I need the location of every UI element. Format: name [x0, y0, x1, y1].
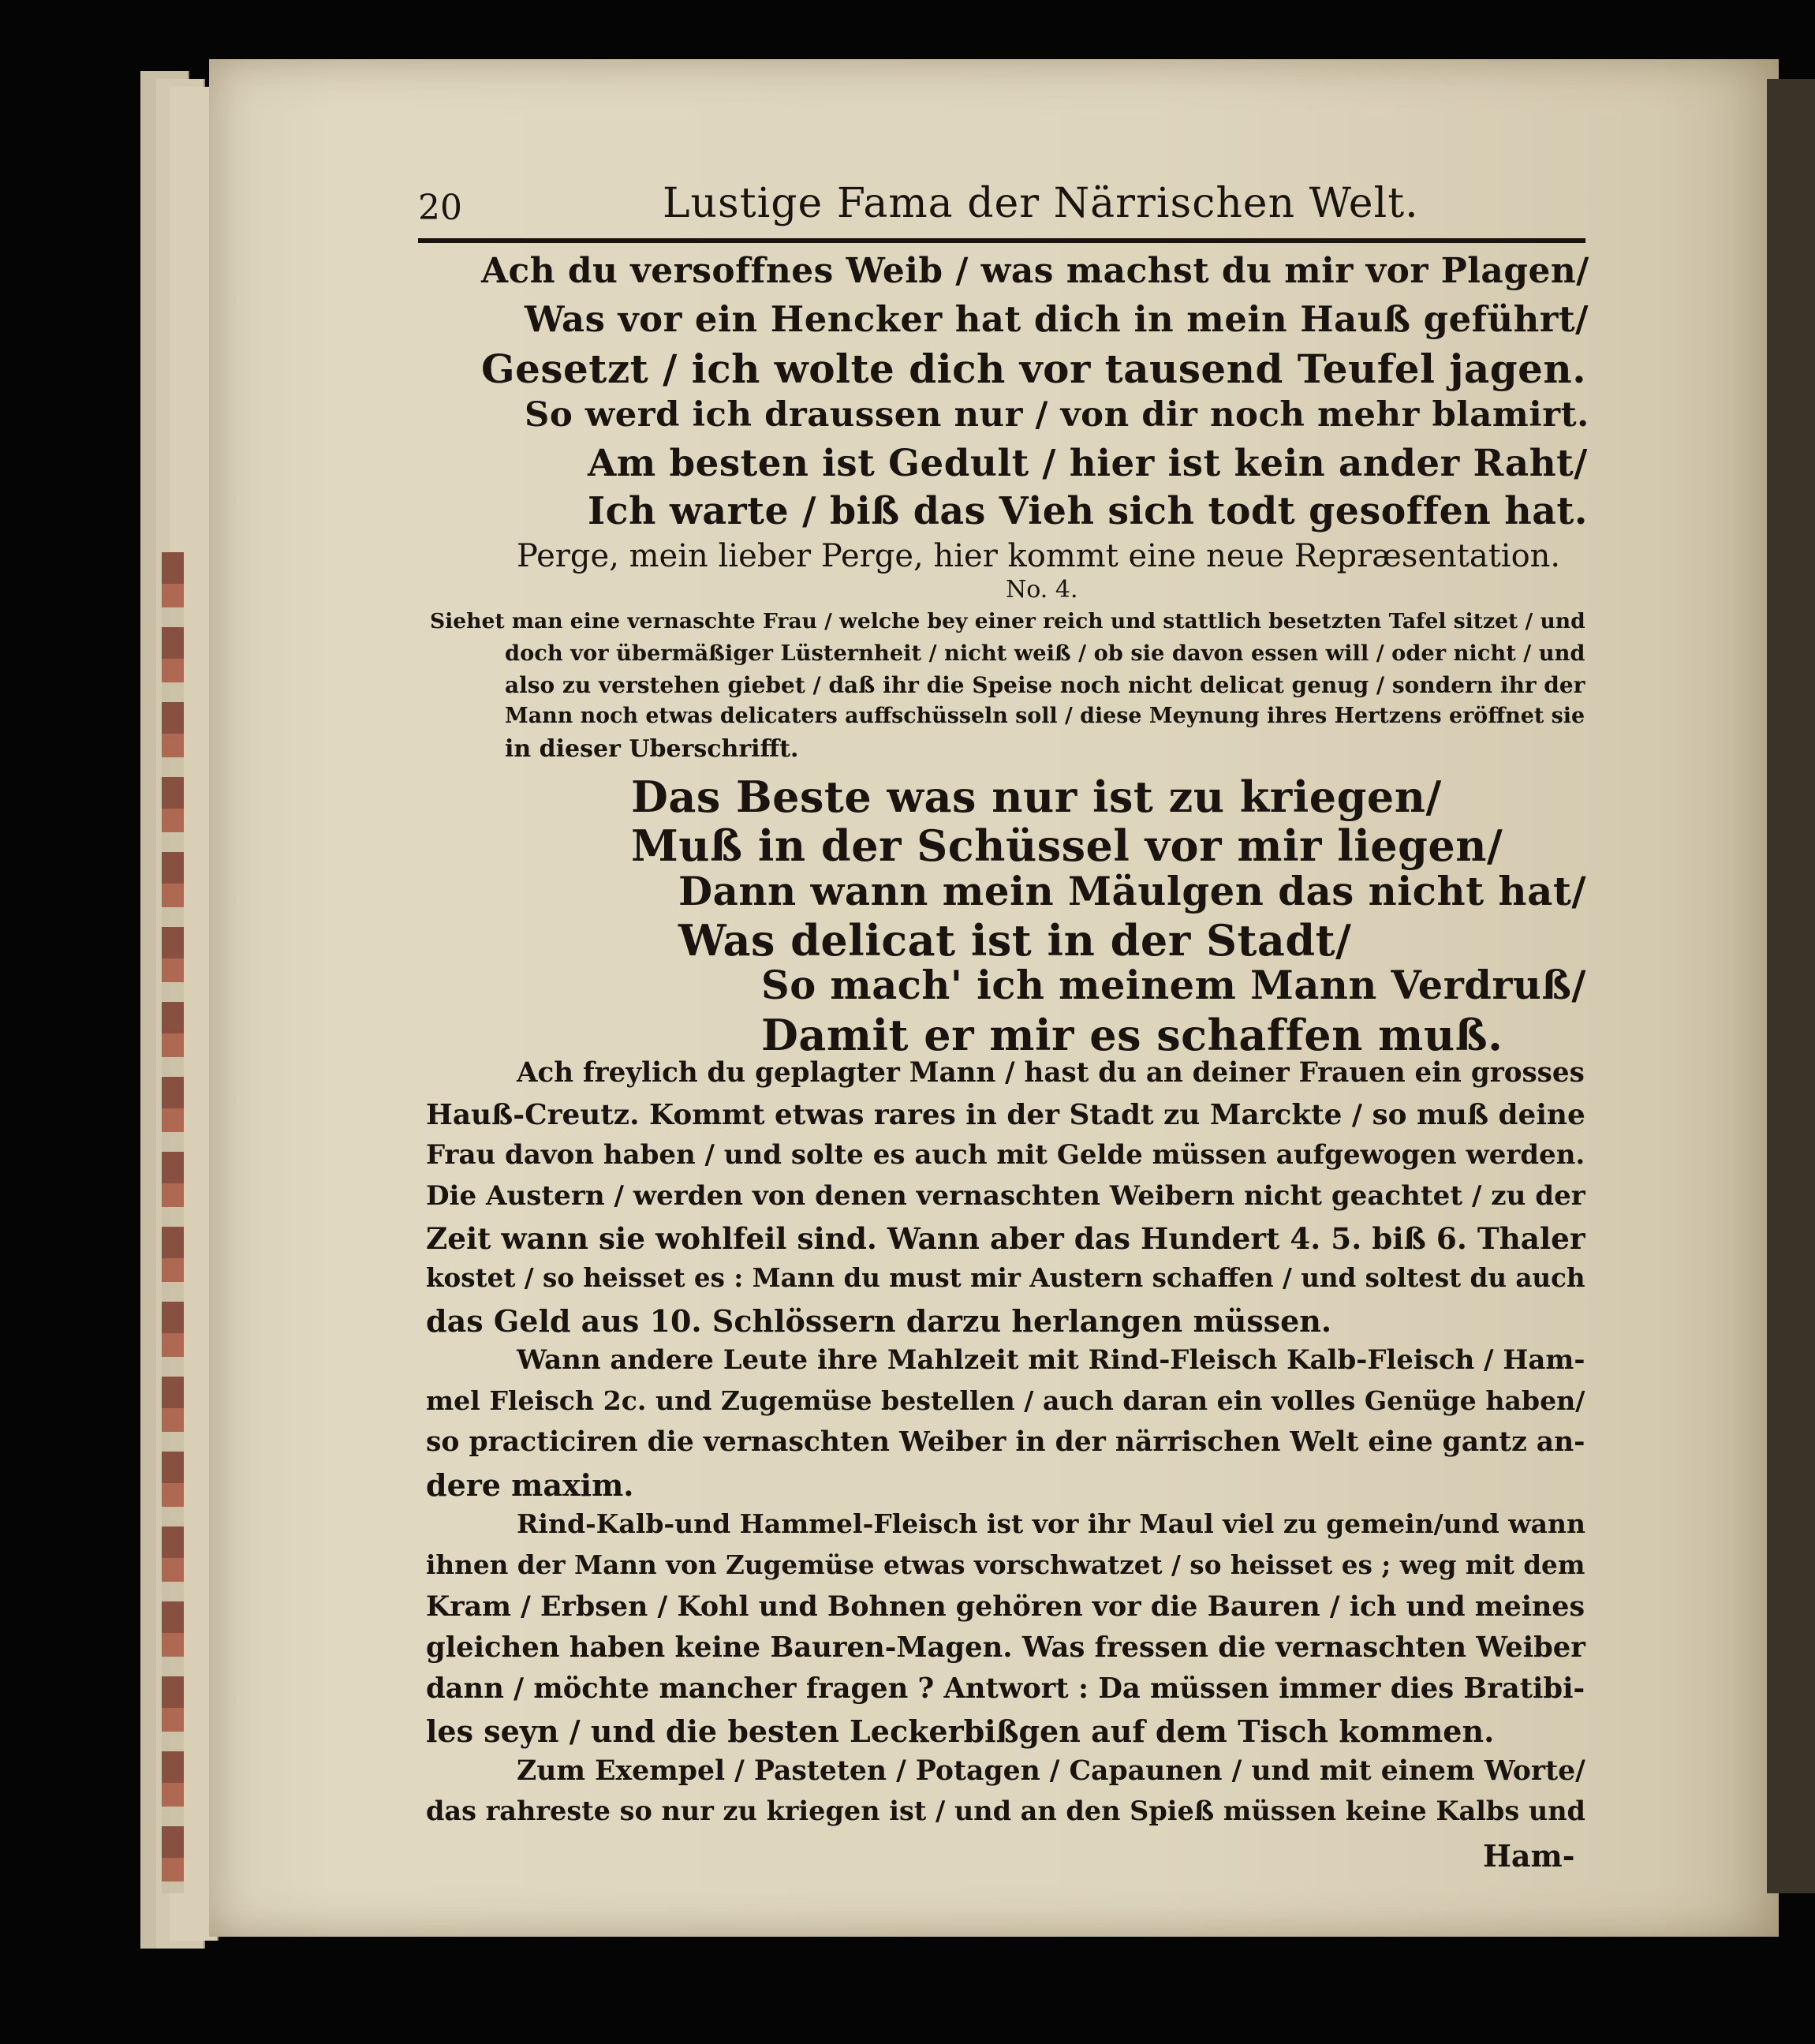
header-rule	[418, 238, 1585, 243]
prose-line: das rahreste so nur zu kriegen ist / und an den Spieß müssen keine Kalbs und	[426, 1796, 1585, 1826]
description-line: Mann noch etwas delicaters auffschüsseln soll / diese Meynung ihres Hertzens eröffnet sie	[505, 704, 1585, 728]
description-line: doch vor übermäßiger Lüsternheit / nicht weiß / ob sie davon essen will / oder nicht / und	[505, 641, 1585, 666]
running-title: Lustige Fama der Närrischen Welt.	[663, 180, 1419, 227]
prose-line: les seyn / und die besten Leckerbißgen auf dem Tisch kommen.	[426, 1713, 1495, 1749]
prose-line: ihnen der Mann von Zugemüse etwas vorschwatzet / so heisset es ; weg mit dem	[426, 1549, 1585, 1580]
prose-line: Hauß-Creutz. Kommt etwas rares in der Stadt zu Marckte / so muß deine	[426, 1098, 1585, 1131]
verse-line: So mach' ich meinem Mann Verdruß/	[761, 962, 1586, 1008]
verse-line: Dann wann mein Mäulgen das nicht hat/	[678, 868, 1586, 914]
prose-line: Zeit wann sie wohlfeil sind. Wann aber das Hundert 4. 5. biß 6. Thaler	[426, 1221, 1585, 1256]
verse-line: Muß in der Schüssel vor mir liegen/	[631, 820, 1503, 871]
description-line: also zu verstehen giebet / daß ihr die Speise noch nicht delicat genug / sondern ihr der	[505, 672, 1585, 698]
prose-line: Kram / Erbsen / Kohl und Bohnen gehören vor die Bauren / ich und meines	[426, 1590, 1585, 1623]
section-number: No. 4.	[1006, 576, 1078, 603]
running-head	[418, 180, 1593, 230]
prose-line: gleichen haben keine Bauren-Magen. Was fressen die vernaschten Weiber	[426, 1631, 1585, 1664]
prose-line: Rind-Kalb-und Hammel-Fleisch ist vor ihr Maul viel zu gemein/und wann	[517, 1508, 1585, 1539]
binding-strip	[162, 552, 184, 1893]
page-number: 20	[418, 188, 462, 228]
verse-line: Ach du versoffnes Weib / was machst du mir vor Plagen/	[481, 251, 1589, 291]
verse-line: Gesetzt / ich wolte dich vor tausend Teufel jagen.	[481, 346, 1587, 392]
prose-line: Zum Exempel / Pasteten / Potagen / Capaunen / und mit einem Worte/	[517, 1754, 1585, 1787]
verse-line: Ich warte / biß das Vieh sich todt gesoffen hat.	[588, 489, 1588, 533]
verse-line: Was delicat ist in der Stadt/	[678, 915, 1352, 966]
prose-line: mel Fleisch 2c. und Zugemüse bestellen / auch daran ein volles Genüge haben/	[426, 1385, 1585, 1416]
page-gutter-shadow	[1767, 79, 1815, 1893]
description-line: Siehet man eine vernaschte Frau / welche bey einer reich und stattlich besetzten Tafel sitzet / und	[430, 609, 1585, 633]
prose-line: Wann andere Leute ihre Mahlzeit mit Rind-Fleisch Kalb-Fleisch / Ham-	[517, 1344, 1585, 1376]
description-line: in dieser Uberschrifft.	[505, 735, 799, 763]
prose-line: Die Austern / werden von denen vernaschten Weibern nicht geachtet / zu der	[426, 1180, 1585, 1212]
prose-line: das Geld aus 10. Schlössern darzu herlangen müssen.	[426, 1303, 1332, 1339]
perge-line: Perge, mein lieber Perge, hier kommt eine neue Repræsentation.	[517, 538, 1561, 574]
verse-line: Das Beste was nur ist zu kriegen/	[631, 772, 1442, 822]
prose-line: kostet / so heisset es : Mann du must mir Austern schaffen / und soltest du auch	[426, 1262, 1585, 1293]
prose-line: Ach freylich du geplagter Mann / hast du an deiner Frauen ein grosses	[517, 1057, 1585, 1089]
prose-line: dere maxim.	[426, 1467, 634, 1503]
prose-line: Frau davon haben / und solte es auch mit Gelde müssen aufgewogen werden.	[426, 1139, 1585, 1171]
verse-line: Damit er mir es schaffen muß.	[761, 1010, 1503, 1060]
prose-line: so practiciren die vernaschten Weiber in der närrischen Welt eine gantz an-	[426, 1426, 1585, 1458]
verse-line: So werd ich draussen nur / von dir noch mehr blamirt.	[525, 394, 1589, 435]
verse-line: Was vor ein Hencker hat dich in mein Hauß geführt/	[525, 298, 1589, 340]
verse-line: Am besten ist Gedult / hier ist kein ander Raht/	[588, 442, 1588, 485]
catchword: Ham-	[1483, 1838, 1575, 1874]
prose-line: dann / möchte mancher fragen ? Antwort : Da müssen immer dies Bratibi-	[426, 1672, 1585, 1705]
